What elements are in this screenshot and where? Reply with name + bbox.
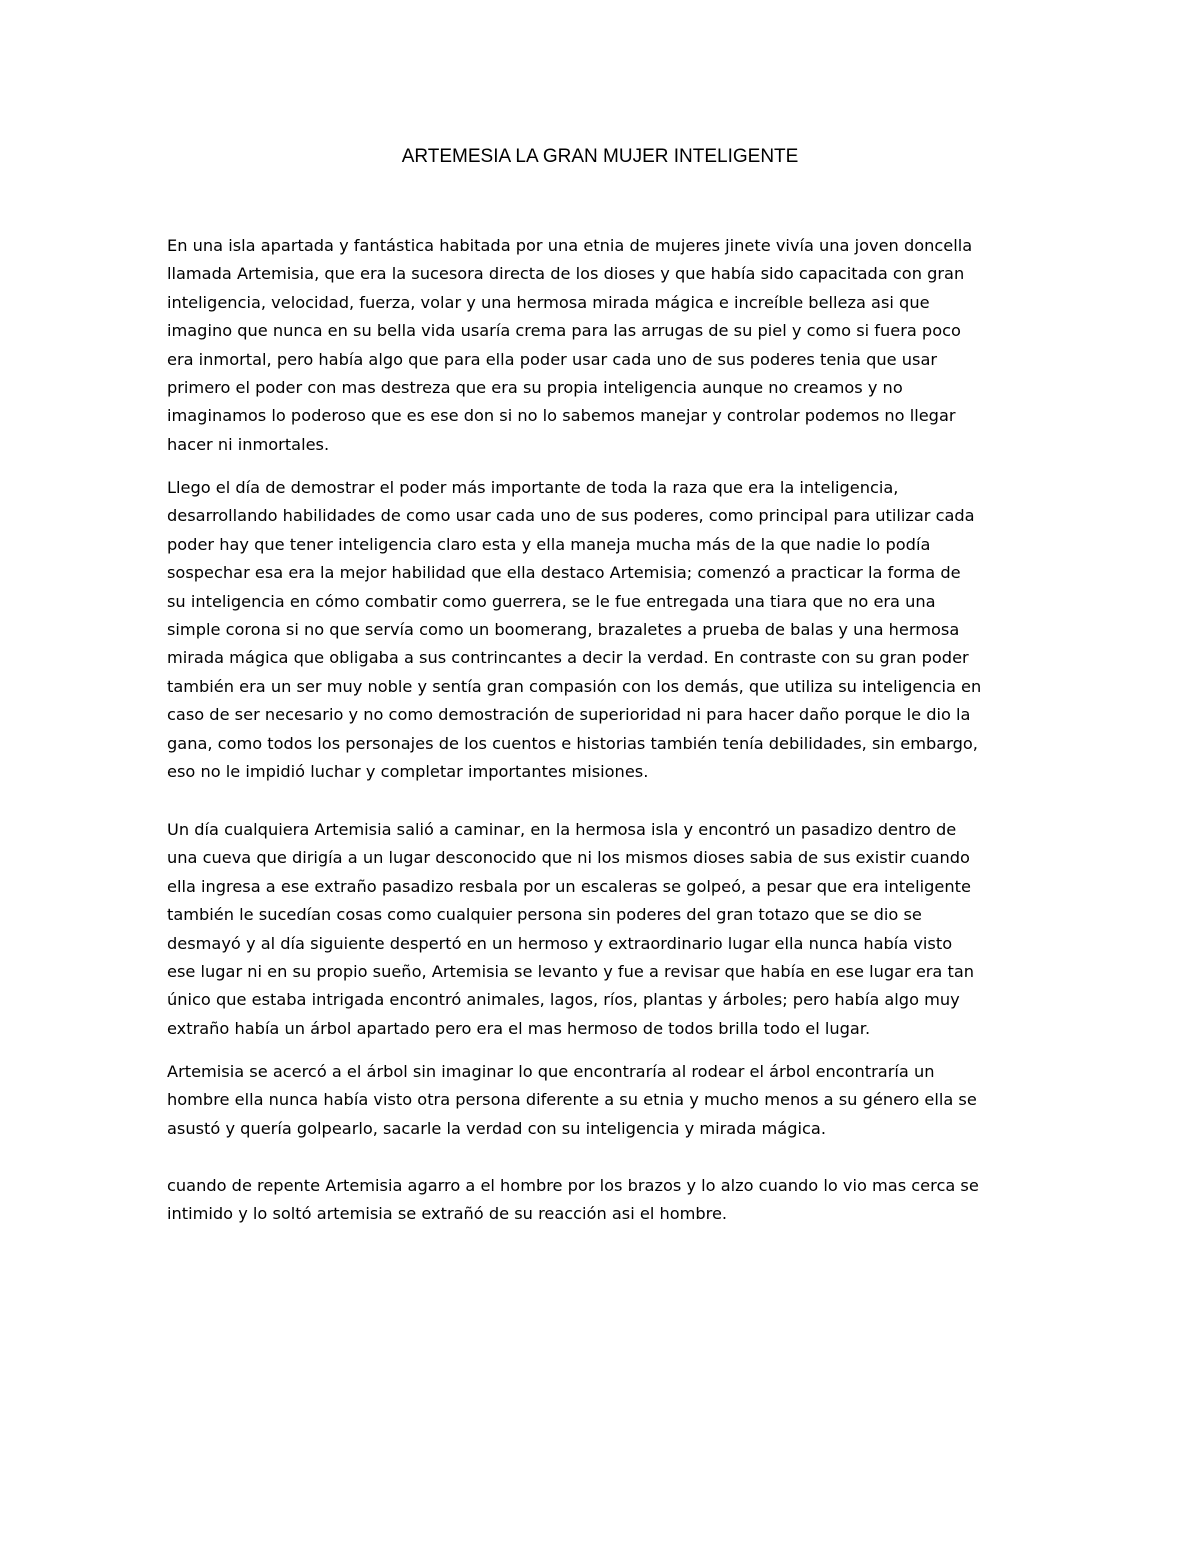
- paragraph-5: [167, 1172, 1047, 1229]
- text-line: también le sucedían cosas como cualquier persona sin poderes del gran totazo que se dio se: [167, 905, 922, 925]
- document-title: ARTEMESIA LA GRAN MUJER INTELIGENTE: [401, 146, 799, 167]
- paragraph-4: [167, 1058, 1047, 1143]
- text-line: imaginamos lo poderoso que es ese don si no lo sabemos manejar y controlar podemos no llegar: [167, 406, 956, 426]
- text-line: llamada Artemisia, que era la sucesora directa de los dioses y que había sido capacitada con gran: [167, 264, 965, 284]
- text-line: Artemisia se acercó a el árbol sin imaginar lo que encontraría al rodear el árbol encontraría un: [167, 1062, 935, 1081]
- text-line: poder hay que tener inteligencia claro esta y ella maneja mucha más de la que nadie lo podía: [167, 534, 931, 554]
- paragraph-2: [167, 474, 1047, 786]
- text-line: desmayó y al día siguiente despertó en un hermoso y extraordinario lugar ella nunca había visto: [167, 933, 953, 953]
- text-line: intimido y lo soltó artemisia se extrañó de su reacción asi el hombre.: [167, 1204, 728, 1224]
- paragraph-3: [167, 816, 1047, 1043]
- text-line: era inmortal, pero había algo que para ella poder usar cada uno de sus poderes tenia que usar: [167, 349, 938, 369]
- text-line: Un día cualquiera Artemisia salió a caminar, en la hermosa isla y encontró un pasadizo dentro de: [167, 820, 957, 839]
- text-line: mirada mágica que obligaba a sus contrincantes a decir la verdad. En contraste con su gran poder: [167, 648, 969, 668]
- text-line: hacer ni inmortales.: [167, 434, 330, 454]
- text-line: asustó y quería golpearlo, sacarle la verdad con su inteligencia y mirada mágica.: [167, 1118, 826, 1138]
- text-line: eso no le impidió luchar y completar importantes misiones.: [167, 762, 649, 782]
- paragraph-1: [167, 232, 1047, 459]
- text-line: Llego el día de demostrar el poder más importante de toda la raza que era la inteligencia,: [167, 478, 899, 497]
- text-line: simple corona si no que servía como un boomerang, brazaletes a prueba de balas y una hermosa: [167, 620, 960, 640]
- text-line: una cueva que dirigía a un lugar desconocido que ni los mismos dioses sabia de sus existir cuando: [167, 848, 970, 868]
- text-line: En una isla apartada y fantástica habitada por una etnia de mujeres jinete vivía una joven doncella: [167, 236, 973, 255]
- text-line: desarrollando habilidades de como usar cada uno de sus poderes, como principal para utilizar cada: [167, 506, 975, 526]
- text-line: su inteligencia en cómo combatir como guerrera, se le fue entregada una tiara que no era una: [167, 591, 936, 611]
- text-line: caso de ser necesario y no como demostración de superioridad ni para hacer daño porque le dio la: [167, 705, 971, 725]
- text-line: hombre ella nunca había visto otra persona diferente a su etnia y mucho menos a su género ella se: [167, 1090, 977, 1110]
- text-line: ella ingresa a ese extraño pasadizo resbala por un escaleras se golpeó, a pesar que era inteligente: [167, 876, 971, 896]
- text-line: sospechar esa era la mejor habilidad que ella destaco Artemisia; comenzó a practicar la forma de: [167, 563, 961, 583]
- text-line: también era un ser muy noble y sentía gran compasión con los demás, que utiliza su inteligencia en: [167, 676, 982, 696]
- text-line: primero el poder con mas destreza que era su propia inteligencia aunque no creamos y no: [167, 378, 903, 398]
- text-line: inteligencia, velocidad, fuerza, volar y una hermosa mirada mágica e increíble belleza asi que: [167, 292, 930, 312]
- text-line: imagino que nunca en su bella vida usaría crema para las arrugas de su piel y como si fuera poco: [167, 321, 961, 341]
- text-line: extraño había un árbol apartado pero era el mas hermoso de todos brilla todo el lugar.: [167, 1018, 871, 1038]
- text-line: ese lugar ni en su propio sueño, Artemisia se levanto y fue a revisar que había en ese lugar era tan: [167, 962, 975, 982]
- text-line: único que estaba intrigada encontró animales, lagos, ríos, plantas y árboles; pero había algo muy: [167, 990, 960, 1010]
- text-line: cuando de repente Artemisia agarro a el hombre por los brazos y lo alzo cuando lo vio mas cerca se: [167, 1176, 979, 1195]
- text-line: gana, como todos los personajes de los cuentos e historias también tenía debilidades, sin embargo,: [167, 733, 978, 753]
